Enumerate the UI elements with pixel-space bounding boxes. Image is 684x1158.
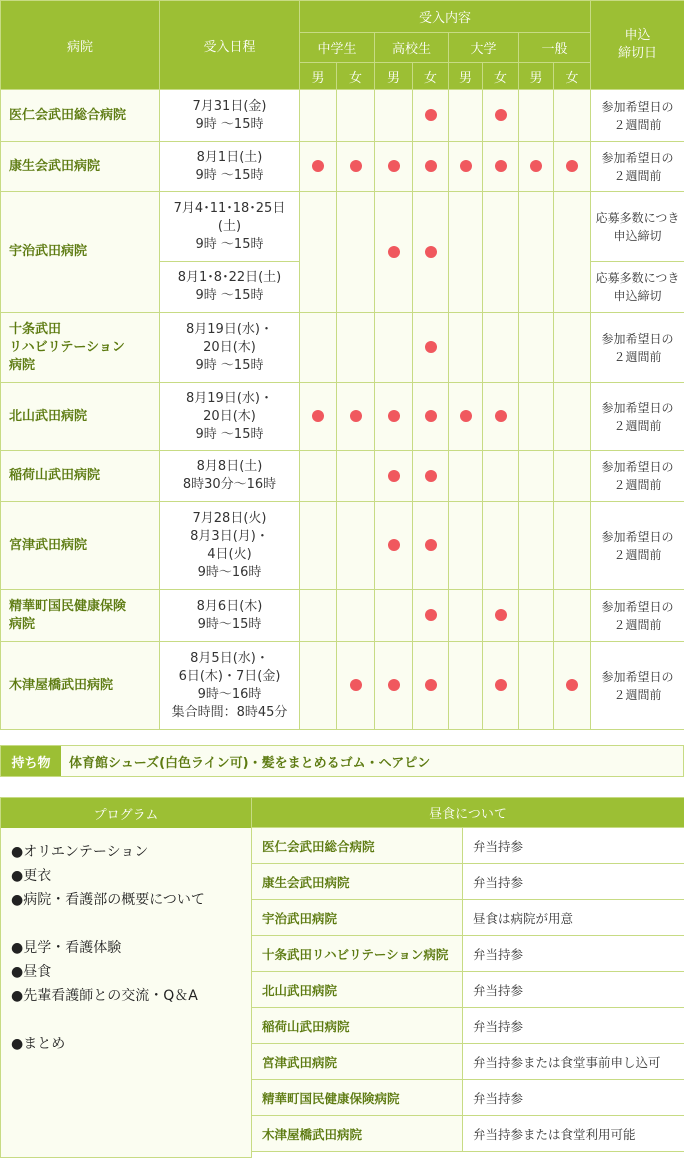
header-male: 男 <box>519 63 554 90</box>
lunch-title: 昼食について <box>252 798 684 828</box>
acceptance-cell <box>375 502 413 590</box>
lunch-row <box>252 900 684 936</box>
acceptance-cell <box>519 313 554 383</box>
deadline: 参加希望日の ２週間前 <box>591 642 684 730</box>
lunch-hospital: 宇治武田病院 <box>252 900 463 936</box>
visit-dates: 7月4･11･18･25日 (土) 9時 〜15時 <box>160 192 300 262</box>
accept-dot <box>350 160 362 172</box>
header-group-junior-high: 中学生 <box>300 33 375 63</box>
hospital-name: 宇治武田病院 <box>1 192 160 313</box>
accept-dot <box>425 109 437 121</box>
visit-dates: 8月19日(水)・ 20日(木) 9時 〜15時 <box>160 383 300 451</box>
accept-dot <box>530 160 542 172</box>
accept-dot <box>495 410 507 422</box>
lunch-hospital: 木津屋橋武田病院 <box>252 1116 463 1152</box>
accept-dot <box>495 679 507 691</box>
accept-dot <box>312 410 324 422</box>
deadline: 参加希望日の ２週間前 <box>591 313 684 383</box>
deadline: 応募多数につき 申込締切 <box>591 192 684 262</box>
header-content: 受入内容 <box>300 1 591 33</box>
hospital-name: 十条武田 リハビリテーション 病院 <box>1 313 160 383</box>
lunch-body <box>252 828 684 1152</box>
accept-dot <box>350 679 362 691</box>
accept-dot <box>388 539 400 551</box>
lunch-hospital: 稲荷山武田病院 <box>252 1008 463 1044</box>
program-item: ●昼食 <box>11 964 52 980</box>
deadline: 応募多数につき 申込締切 <box>591 262 684 313</box>
lunch-hospital: 康生会武田病院 <box>252 864 463 900</box>
deadline: 参加希望日の ２週間前 <box>591 90 684 142</box>
acceptance-cell <box>413 642 449 730</box>
acceptance-cell <box>554 383 591 451</box>
deadline: 参加希望日の ２週間前 <box>591 142 684 192</box>
accept-dot <box>312 160 324 172</box>
visit-dates: 8月1日(土) 9時 〜15時 <box>160 142 300 192</box>
acceptance-cell <box>337 383 375 451</box>
lunch-info: 弁当持参または食堂利用可能 <box>463 1116 684 1152</box>
acceptance-cell <box>337 502 375 590</box>
acceptance-cell <box>300 642 337 730</box>
acceptance-cell <box>483 313 519 383</box>
program-item: ●病院・看護部の概要について <box>11 892 205 908</box>
lunch-info: 弁当持参または食堂事前申し込可 <box>463 1044 684 1080</box>
acceptance-cell <box>337 451 375 502</box>
lunch-info: 弁当持参 <box>463 1080 684 1116</box>
acceptance-cell <box>375 590 413 642</box>
schedule-row <box>1 383 684 451</box>
hospital-name: 稲荷山武田病院 <box>1 451 160 502</box>
lunch-info: 弁当持参 <box>463 936 684 972</box>
header-female: 女 <box>337 63 375 90</box>
schedule-row <box>1 142 684 192</box>
header-deadline: 申込 締切日 <box>591 1 684 90</box>
header-group-high-school: 高校生 <box>375 33 449 63</box>
acceptance-cell <box>375 313 413 383</box>
acceptance-cell <box>449 642 483 730</box>
hospital-name: 医仁会武田総合病院 <box>1 90 160 142</box>
header-female: 女 <box>554 63 591 90</box>
program-item <box>11 1008 251 1032</box>
acceptance-cell <box>375 451 413 502</box>
acceptance-cell <box>300 590 337 642</box>
lunch-hospital: 十条武田リハビリテーション病院 <box>252 936 463 972</box>
lunch-row <box>252 828 684 864</box>
acceptance-cell <box>375 383 413 451</box>
schedule-row <box>1 502 684 590</box>
program-item: ●先輩看護師との交流・Q＆A <box>11 988 198 1004</box>
acceptance-cell <box>519 642 554 730</box>
accept-dot <box>425 609 437 621</box>
lunch-row <box>252 1080 684 1116</box>
acceptance-cell <box>483 383 519 451</box>
schedule-body <box>1 90 684 730</box>
acceptance-cell <box>483 142 519 192</box>
acceptance-cell <box>413 451 449 502</box>
acceptance-cell <box>554 590 591 642</box>
visit-dates: 8月6日(木) 9時〜15時 <box>160 590 300 642</box>
program-item: ●更衣 <box>11 868 52 884</box>
lunch-info: 昼食は病院が用意 <box>463 900 684 936</box>
header-dates: 受入日程 <box>160 1 300 90</box>
accept-dot <box>495 609 507 621</box>
acceptance-cell <box>449 192 483 313</box>
acceptance-cell <box>483 502 519 590</box>
accept-dot <box>460 410 472 422</box>
acceptance-cell <box>519 590 554 642</box>
accept-dot <box>495 160 507 172</box>
acceptance-cell <box>483 451 519 502</box>
acceptance-cell <box>413 313 449 383</box>
hospital-name: 宮津武田病院 <box>1 502 160 590</box>
belongings-bar <box>0 745 684 777</box>
acceptance-cell <box>449 383 483 451</box>
accept-dot <box>425 160 437 172</box>
acceptance-cell <box>519 142 554 192</box>
accept-dot <box>425 246 437 258</box>
visit-dates: 8月5日(水)・ 6日(木)・7日(金) 9時〜16時 集合時間：8時45分 <box>160 642 300 730</box>
acceptance-cell <box>519 451 554 502</box>
lunch-row <box>252 1008 684 1044</box>
schedule-row <box>1 590 684 642</box>
acceptance-cell <box>519 383 554 451</box>
accept-dot <box>425 341 437 353</box>
header-male: 男 <box>449 63 483 90</box>
lunch-hospital: 宮津武田病院 <box>252 1044 463 1080</box>
visit-dates: 8月8日(土) 8時30分〜16時 <box>160 451 300 502</box>
deadline: 参加希望日の ２週間前 <box>591 590 684 642</box>
accept-dot <box>388 160 400 172</box>
program-item: ●オリエンテーション <box>11 844 149 860</box>
accept-dot <box>495 109 507 121</box>
lunch-hospital: 北山武田病院 <box>252 972 463 1008</box>
acceptance-cell <box>337 313 375 383</box>
acceptance-cell <box>375 142 413 192</box>
deadline: 参加希望日の ２週間前 <box>591 383 684 451</box>
lunch-row <box>252 1044 684 1080</box>
program-panel <box>0 797 252 1158</box>
hospital-name: 精華町国民健康保険 病院 <box>1 590 160 642</box>
acceptance-cell <box>483 192 519 313</box>
accept-dot <box>425 539 437 551</box>
acceptance-cell <box>413 192 449 313</box>
acceptance-cell <box>413 590 449 642</box>
lunch-row <box>252 864 684 900</box>
acceptance-cell <box>300 451 337 502</box>
accept-dot <box>460 160 472 172</box>
accept-dot <box>425 410 437 422</box>
belongings-label: 持ち物 <box>1 746 61 776</box>
acceptance-cell <box>554 451 591 502</box>
acceptance-cell <box>554 313 591 383</box>
lunch-row <box>252 936 684 972</box>
acceptance-cell <box>483 90 519 142</box>
acceptance-cell <box>449 313 483 383</box>
accept-dot <box>388 470 400 482</box>
acceptance-cell <box>413 383 449 451</box>
lunch-row <box>252 1116 684 1152</box>
lunch-info: 弁当持参 <box>463 828 684 864</box>
acceptance-cell <box>375 90 413 142</box>
hospital-name: 北山武田病院 <box>1 383 160 451</box>
visit-dates: 7月28日(火) 8月3日(月)・ 4日(火) 9時〜16時 <box>160 502 300 590</box>
acceptance-cell <box>300 383 337 451</box>
acceptance-cell <box>449 502 483 590</box>
acceptance-cell <box>483 642 519 730</box>
hospital-name: 康生会武田病院 <box>1 142 160 192</box>
header-male: 男 <box>300 63 337 90</box>
acceptance-cell <box>519 90 554 142</box>
acceptance-cell <box>413 90 449 142</box>
program-item <box>11 912 251 936</box>
program-item: ●見学・看護体験 <box>11 940 122 956</box>
accept-dot <box>425 470 437 482</box>
header-hospital: 病院 <box>1 1 160 90</box>
lunch-hospital: 精華町国民健康保険病院 <box>252 1080 463 1116</box>
acceptance-cell <box>519 502 554 590</box>
acceptance-cell <box>300 90 337 142</box>
acceptance-cell <box>337 142 375 192</box>
belongings-value: 体育館シューズ(白色ライン可)・髪をまとめるゴム・ヘアピン <box>61 746 683 776</box>
acceptance-cell <box>554 502 591 590</box>
acceptance-cell <box>413 142 449 192</box>
schedule-row <box>1 192 684 262</box>
acceptance-cell <box>300 313 337 383</box>
header-group-general: 一般 <box>519 33 591 63</box>
accept-dot <box>388 246 400 258</box>
acceptance-cell <box>554 142 591 192</box>
header-female: 女 <box>483 63 519 90</box>
acceptance-cell <box>300 142 337 192</box>
header-group-university: 大学 <box>449 33 519 63</box>
deadline: 参加希望日の ２週間前 <box>591 502 684 590</box>
header-male: 男 <box>375 63 413 90</box>
visit-dates: 8月1･8･22日(土) 9時 〜15時 <box>160 262 300 313</box>
program-item: ●まとめ <box>11 1036 66 1052</box>
acceptance-cell <box>554 192 591 313</box>
visit-dates: 7月31日(金) 9時 〜15時 <box>160 90 300 142</box>
deadline: 参加希望日の ２週間前 <box>591 451 684 502</box>
accept-dot <box>566 160 578 172</box>
hospital-name: 木津屋橋武田病院 <box>1 642 160 730</box>
acceptance-cell <box>375 642 413 730</box>
acceptance-cell <box>300 502 337 590</box>
schedule-row <box>1 451 684 502</box>
lunch-hospital: 医仁会武田総合病院 <box>252 828 463 864</box>
schedule-row <box>1 313 684 383</box>
acceptance-cell <box>554 642 591 730</box>
lunch-row <box>252 972 684 1008</box>
acceptance-cell <box>483 590 519 642</box>
acceptance-cell <box>337 642 375 730</box>
acceptance-cell <box>337 590 375 642</box>
schedule-row <box>1 90 684 142</box>
acceptance-cell <box>375 192 413 313</box>
accept-dot <box>388 410 400 422</box>
accept-dot <box>425 679 437 691</box>
acceptance-cell <box>337 90 375 142</box>
acceptance-cell <box>519 192 554 313</box>
accept-dot <box>388 679 400 691</box>
lunch-table <box>251 797 684 1152</box>
lunch-info: 弁当持参 <box>463 864 684 900</box>
accept-dot <box>350 410 362 422</box>
program-title: プログラム <box>1 798 251 828</box>
lunch-info: 弁当持参 <box>463 972 684 1008</box>
acceptance-cell <box>413 502 449 590</box>
lunch-info: 弁当持参 <box>463 1008 684 1044</box>
acceptance-cell <box>449 142 483 192</box>
acceptance-cell <box>449 90 483 142</box>
acceptance-cell <box>300 192 337 313</box>
acceptance-cell <box>554 90 591 142</box>
header-female: 女 <box>413 63 449 90</box>
acceptance-cell <box>449 590 483 642</box>
schedule-row <box>1 642 684 730</box>
acceptance-cell <box>449 451 483 502</box>
program-list <box>1 828 251 1056</box>
acceptance-cell <box>337 192 375 313</box>
accept-dot <box>566 679 578 691</box>
visit-dates: 8月19日(水)・ 20日(木) 9時 〜15時 <box>160 313 300 383</box>
